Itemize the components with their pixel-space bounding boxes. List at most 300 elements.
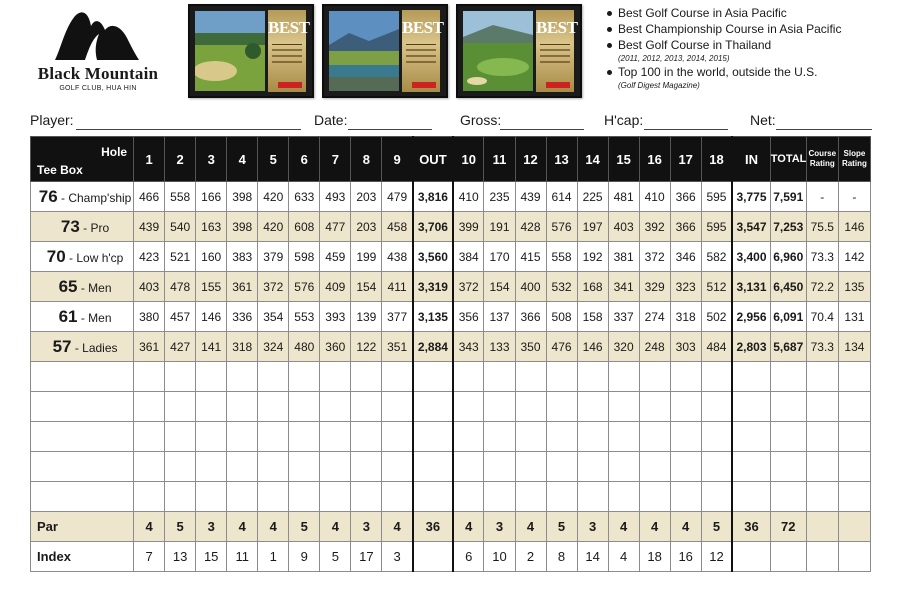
score-cell[interactable] [484,452,515,482]
score-cell[interactable] [320,482,351,512]
out-total-cell: 3,560 [413,242,453,272]
yardage-cell: 479 [382,182,413,212]
player-label: Player: [30,112,74,128]
score-cell[interactable] [165,452,196,482]
score-cell[interactable] [515,392,546,422]
score-cell[interactable] [484,392,515,422]
score-cell[interactable] [484,482,515,512]
score-cell[interactable] [484,422,515,452]
in-header: IN [732,137,770,182]
in-total-cell: 3,547 [732,212,770,242]
player-name-cell[interactable] [31,452,134,482]
par-in-cell: 36 [732,512,770,542]
score-cell[interactable] [258,392,289,422]
course-rating-cell[interactable] [806,362,838,392]
tee-row [31,182,871,212]
score-cell[interactable] [382,482,413,512]
par-label: Par [31,512,134,542]
yardage-cell: 399 [453,212,484,242]
slope-rating-cell[interactable] [838,422,870,452]
score-cell[interactable] [289,362,320,392]
hole-number: 10 [453,137,484,182]
yardage-cell: 428 [515,212,546,242]
out-total-cell: 3,135 [413,302,453,332]
in-score-cell[interactable] [732,452,770,482]
awards-list [606,6,896,92]
hole-number: 16 [639,137,670,182]
yardage-cell: 457 [165,302,196,332]
score-cell[interactable] [670,452,701,482]
out-score-cell[interactable] [413,362,453,392]
player-name-cell[interactable] [31,362,134,392]
score-cell[interactable] [165,422,196,452]
yardage-cell: 558 [546,242,577,272]
in-score-cell[interactable] [732,482,770,512]
out-score-cell[interactable] [413,482,453,512]
score-cell[interactable] [320,452,351,482]
yardage-cell: 154 [484,272,515,302]
out-total-cell: 2,884 [413,332,453,362]
score-cell[interactable] [382,452,413,482]
yardage-cell: 410 [453,182,484,212]
score-cell[interactable] [670,422,701,452]
score-cell[interactable] [639,452,670,482]
yardage-cell: 318 [227,332,258,362]
player-field[interactable] [30,110,302,130]
award-cover-1 [188,4,314,98]
yardage-cell: 354 [258,302,289,332]
course-photo-2 [329,11,399,91]
par-cell: 5 [289,512,320,542]
yardage-cell: 409 [320,272,351,302]
date-line[interactable] [348,129,432,130]
score-cell[interactable] [515,452,546,482]
award-item: Best Championship Course in Asia Pacific [606,22,896,36]
course-rating-cell: 73.3 [806,332,838,362]
date-label: Date: [314,112,348,128]
out-score-cell[interactable] [413,422,453,452]
par-cell: 5 [546,512,577,542]
yardage-cell: 225 [577,182,608,212]
mountain-logo-icon [55,8,139,60]
score-cell[interactable] [577,422,608,452]
score-cell[interactable] [453,422,484,452]
out-total-cell: 3,816 [413,182,453,212]
yardage-cell: 139 [351,302,382,332]
score-cell[interactable] [165,392,196,422]
course-rating-cell[interactable] [806,392,838,422]
index-cell: 2 [515,542,546,572]
score-cell[interactable] [289,422,320,452]
total-score-cell[interactable] [770,452,806,482]
score-cell[interactable] [608,422,639,452]
yardage-cell: 170 [484,242,515,272]
par-cell: 5 [165,512,196,542]
tee-box-name [31,182,134,212]
score-cell[interactable] [484,362,515,392]
score-cell[interactable] [351,422,382,452]
tee-box-label: Men [88,310,112,325]
index-blank-cell [838,542,870,572]
score-cell[interactable] [577,482,608,512]
in-score-cell[interactable] [732,422,770,452]
score-cell[interactable] [196,482,227,512]
slope-rating-cell: 135 [838,272,870,302]
tee-box-label: Champ'ship [68,190,132,205]
hcap-line[interactable] [644,129,728,130]
in-total-cell: 3,775 [732,182,770,212]
yardage-cell: 521 [165,242,196,272]
score-cell[interactable] [701,362,732,392]
yardage-cell: 400 [515,272,546,302]
score-cell[interactable] [258,362,289,392]
yardage-cell: 160 [196,242,227,272]
yardage-cell: 235 [484,182,515,212]
scorecard-header [0,0,900,106]
yardage-cell: 438 [382,242,413,272]
player-line[interactable] [76,129,301,130]
index-cell: 1 [258,542,289,572]
score-cell[interactable] [227,452,258,482]
par-cell: 3 [351,512,382,542]
score-cell[interactable] [351,392,382,422]
yardage-cell: 203 [351,212,382,242]
score-cell[interactable] [670,362,701,392]
hole-number: 5 [258,137,289,182]
total-score-cell[interactable] [770,392,806,422]
hole-number: 12 [515,137,546,182]
score-cell[interactable] [134,482,165,512]
yardage-cell: 383 [227,242,258,272]
slope-rating-cell: 142 [838,242,870,272]
score-cell[interactable] [165,362,196,392]
index-cell: 9 [289,542,320,572]
yardage-cell: 420 [258,182,289,212]
hole-number: 6 [289,137,320,182]
par-cell: 3 [196,512,227,542]
score-cell[interactable] [701,422,732,452]
yardage-cell: 439 [515,182,546,212]
yardage-cell: 133 [484,332,515,362]
hole-number: 18 [701,137,732,182]
score-cell[interactable] [577,392,608,422]
index-cell: 12 [701,542,732,572]
award-note: (2011, 2012, 2013, 2014, 2015) [618,54,730,63]
date-field[interactable] [314,110,432,130]
score-cell[interactable] [639,422,670,452]
course-rating-header: Course Rating [806,137,838,182]
yardage-cell: 423 [134,242,165,272]
slope-rating-cell[interactable] [838,452,870,482]
hole-number: 3 [196,137,227,182]
score-cell[interactable] [320,392,351,422]
yardage-cell: 137 [484,302,515,332]
cover-title: BEST [536,18,578,37]
score-cell[interactable] [608,392,639,422]
course-rating-cell[interactable] [806,452,838,482]
in-score-cell[interactable] [732,392,770,422]
par-blank-cell [838,512,870,542]
yardage-cell: 343 [453,332,484,362]
yardage-cell: 608 [289,212,320,242]
yardage-cell: 410 [639,182,670,212]
score-cell[interactable] [701,392,732,422]
score-cell[interactable] [453,362,484,392]
par-total-cell: 72 [770,512,806,542]
yardage-cell: 303 [670,332,701,362]
score-cell[interactable] [196,362,227,392]
tee-box-name [31,332,134,362]
yardage-cell: 614 [546,182,577,212]
score-cell[interactable] [546,362,577,392]
score-entry-row[interactable] [31,422,871,452]
slope-rating-cell[interactable] [838,482,870,512]
gross-field[interactable] [460,110,584,130]
club-name: Black Mountain [37,64,159,83]
score-cell[interactable] [196,422,227,452]
score-cell[interactable] [258,422,289,452]
yardage-cell: 346 [670,242,701,272]
score-entry-row[interactable] [31,452,871,482]
score-cell[interactable] [258,452,289,482]
yardage-cell: 122 [351,332,382,362]
tee-box-number: 61 [58,306,78,326]
tee-row [31,242,871,272]
index-cell: 11 [227,542,258,572]
score-cell[interactable] [165,482,196,512]
score-cell[interactable] [453,392,484,422]
yardage-cell: 324 [258,332,289,362]
gross-label: Gross: [460,112,502,128]
score-cell[interactable] [227,482,258,512]
yardage-cell: 380 [134,302,165,332]
score-cell[interactable] [320,422,351,452]
course-rating-cell: 75.5 [806,212,838,242]
cover-title: BEST [268,18,310,37]
yardage-cell: 392 [639,212,670,242]
score-cell[interactable] [134,392,165,422]
score-cell[interactable] [608,482,639,512]
grand-total-cell: 6,450 [770,272,806,302]
score-cell[interactable] [289,392,320,422]
tee-box-name [31,272,134,302]
out-header: OUT [413,137,453,182]
yardage-cell: 458 [382,212,413,242]
yardage-cell: 146 [577,332,608,362]
course-rating-cell: - [806,182,838,212]
course-photo-1 [195,11,265,91]
score-cell[interactable] [134,452,165,482]
score-cell[interactable] [546,422,577,452]
score-cell[interactable] [227,362,258,392]
player-name-cell[interactable] [31,422,134,452]
magazine-cover-2 [402,10,444,92]
tee-row [31,212,871,242]
yardage-cell: 595 [701,182,732,212]
slope-rating-cell[interactable] [838,362,870,392]
yardage-cell: 329 [639,272,670,302]
score-cell[interactable] [670,482,701,512]
yardage-cell: 350 [515,332,546,362]
score-cell[interactable] [196,392,227,422]
index-cell: 10 [484,542,515,572]
yardage-cell: 481 [608,182,639,212]
score-cell[interactable] [382,422,413,452]
score-cell[interactable] [382,392,413,422]
out-score-cell[interactable] [413,452,453,482]
total-header: TOTAL [770,137,806,182]
yardage-cell: 356 [453,302,484,332]
score-cell[interactable] [289,452,320,482]
score-cell[interactable] [546,452,577,482]
yardage-cell: 480 [289,332,320,362]
score-cell[interactable] [320,362,351,392]
score-entry-row[interactable] [31,482,871,512]
tee-box-name [31,302,134,332]
total-score-cell[interactable] [770,362,806,392]
bottom-fade [0,592,900,600]
score-cell[interactable] [351,482,382,512]
yardage-cell: 192 [577,242,608,272]
tee-box-label: Low h'cp [76,250,124,265]
scorecard-body [31,182,871,572]
yardage-cell: 415 [515,242,546,272]
tee-box-label: Pro [90,220,110,235]
score-cell[interactable] [453,482,484,512]
par-cell: 5 [701,512,732,542]
yardage-cell: 199 [351,242,382,272]
par-cell: 3 [577,512,608,542]
score-entry-row[interactable] [31,392,871,422]
yardage-cell: 540 [165,212,196,242]
score-cell[interactable] [227,392,258,422]
tee-separator: - [57,190,69,205]
score-cell[interactable] [515,362,546,392]
score-cell[interactable] [670,392,701,422]
yardage-cell: 366 [515,302,546,332]
score-cell[interactable] [546,392,577,422]
score-cell[interactable] [289,482,320,512]
score-cell[interactable] [639,482,670,512]
score-cell[interactable] [351,362,382,392]
score-cell[interactable] [701,452,732,482]
yardage-cell: 361 [227,272,258,302]
yardage-cell: 384 [453,242,484,272]
score-cell[interactable] [577,362,608,392]
hole-number: 13 [546,137,577,182]
score-cell[interactable] [515,422,546,452]
hcap-field[interactable] [604,110,728,130]
index-cell: 7 [134,542,165,572]
score-cell[interactable] [453,452,484,482]
score-cell[interactable] [639,392,670,422]
score-entry-row[interactable] [31,362,871,392]
par-out-cell: 36 [413,512,453,542]
yardage-cell: 595 [701,212,732,242]
index-blank-cell [806,542,838,572]
tee-separator: - [77,280,89,295]
yardage-cell: 168 [577,272,608,302]
yardage-cell: 477 [320,212,351,242]
yardage-cell: 248 [639,332,670,362]
in-total-cell: 3,400 [732,242,770,272]
score-cell[interactable] [134,422,165,452]
net-line[interactable] [776,129,872,130]
tee-box-number: 57 [52,336,72,356]
out-total-cell: 3,706 [413,212,453,242]
magazine-cover-1 [268,10,310,92]
score-cell[interactable] [515,482,546,512]
yardage-cell: 379 [258,242,289,272]
yardage-cell: 361 [134,332,165,362]
score-cell[interactable] [577,452,608,482]
yardage-cell: 366 [670,182,701,212]
slope-rating-cell[interactable] [838,392,870,422]
course-rating-cell[interactable] [806,422,838,452]
hole-number: 9 [382,137,413,182]
tee-box-number: 70 [46,246,66,266]
in-total-cell: 3,131 [732,272,770,302]
yardage-cell: 341 [608,272,639,302]
out-score-cell[interactable] [413,392,453,422]
score-cell[interactable] [608,362,639,392]
gross-line[interactable] [500,129,584,130]
yardage-cell: 398 [227,212,258,242]
score-cell[interactable] [134,362,165,392]
yardage-cell: 366 [670,212,701,242]
par-cell: 4 [227,512,258,542]
yardage-cell: 493 [320,182,351,212]
index-cell: 13 [165,542,196,572]
score-cell[interactable] [351,452,382,482]
score-cell[interactable] [382,362,413,392]
index-blank-cell [732,542,770,572]
index-cell: 8 [546,542,577,572]
total-score-cell[interactable] [770,422,806,452]
player-name-cell[interactable] [31,392,134,422]
score-cell[interactable] [258,482,289,512]
grand-total-cell: 7,591 [770,182,806,212]
yardage-cell: 411 [382,272,413,302]
yardage-cell: 274 [639,302,670,332]
yardage-cell: 336 [227,302,258,332]
yardage-cell: 476 [546,332,577,362]
tee-box-number: 65 [58,276,78,296]
club-logo [28,8,168,98]
player-name-cell[interactable] [31,482,134,512]
score-cell[interactable] [639,362,670,392]
score-cell[interactable] [227,422,258,452]
hole-number: 4 [227,137,258,182]
tee-row [31,332,871,362]
yardage-cell: 337 [608,302,639,332]
score-cell[interactable] [701,482,732,512]
yardage-cell: 478 [165,272,196,302]
yardage-cell: 360 [320,332,351,362]
score-cell[interactable] [546,482,577,512]
par-cell: 4 [320,512,351,542]
course-rating-cell[interactable] [806,482,838,512]
tee-box-number: 73 [60,216,80,236]
total-score-cell[interactable] [770,482,806,512]
grand-total-cell: 6,091 [770,302,806,332]
yardage-cell: 197 [577,212,608,242]
score-cell[interactable] [608,452,639,482]
index-blank-cell [413,542,453,572]
in-score-cell[interactable] [732,362,770,392]
score-cell[interactable] [196,452,227,482]
net-field[interactable] [750,110,872,130]
